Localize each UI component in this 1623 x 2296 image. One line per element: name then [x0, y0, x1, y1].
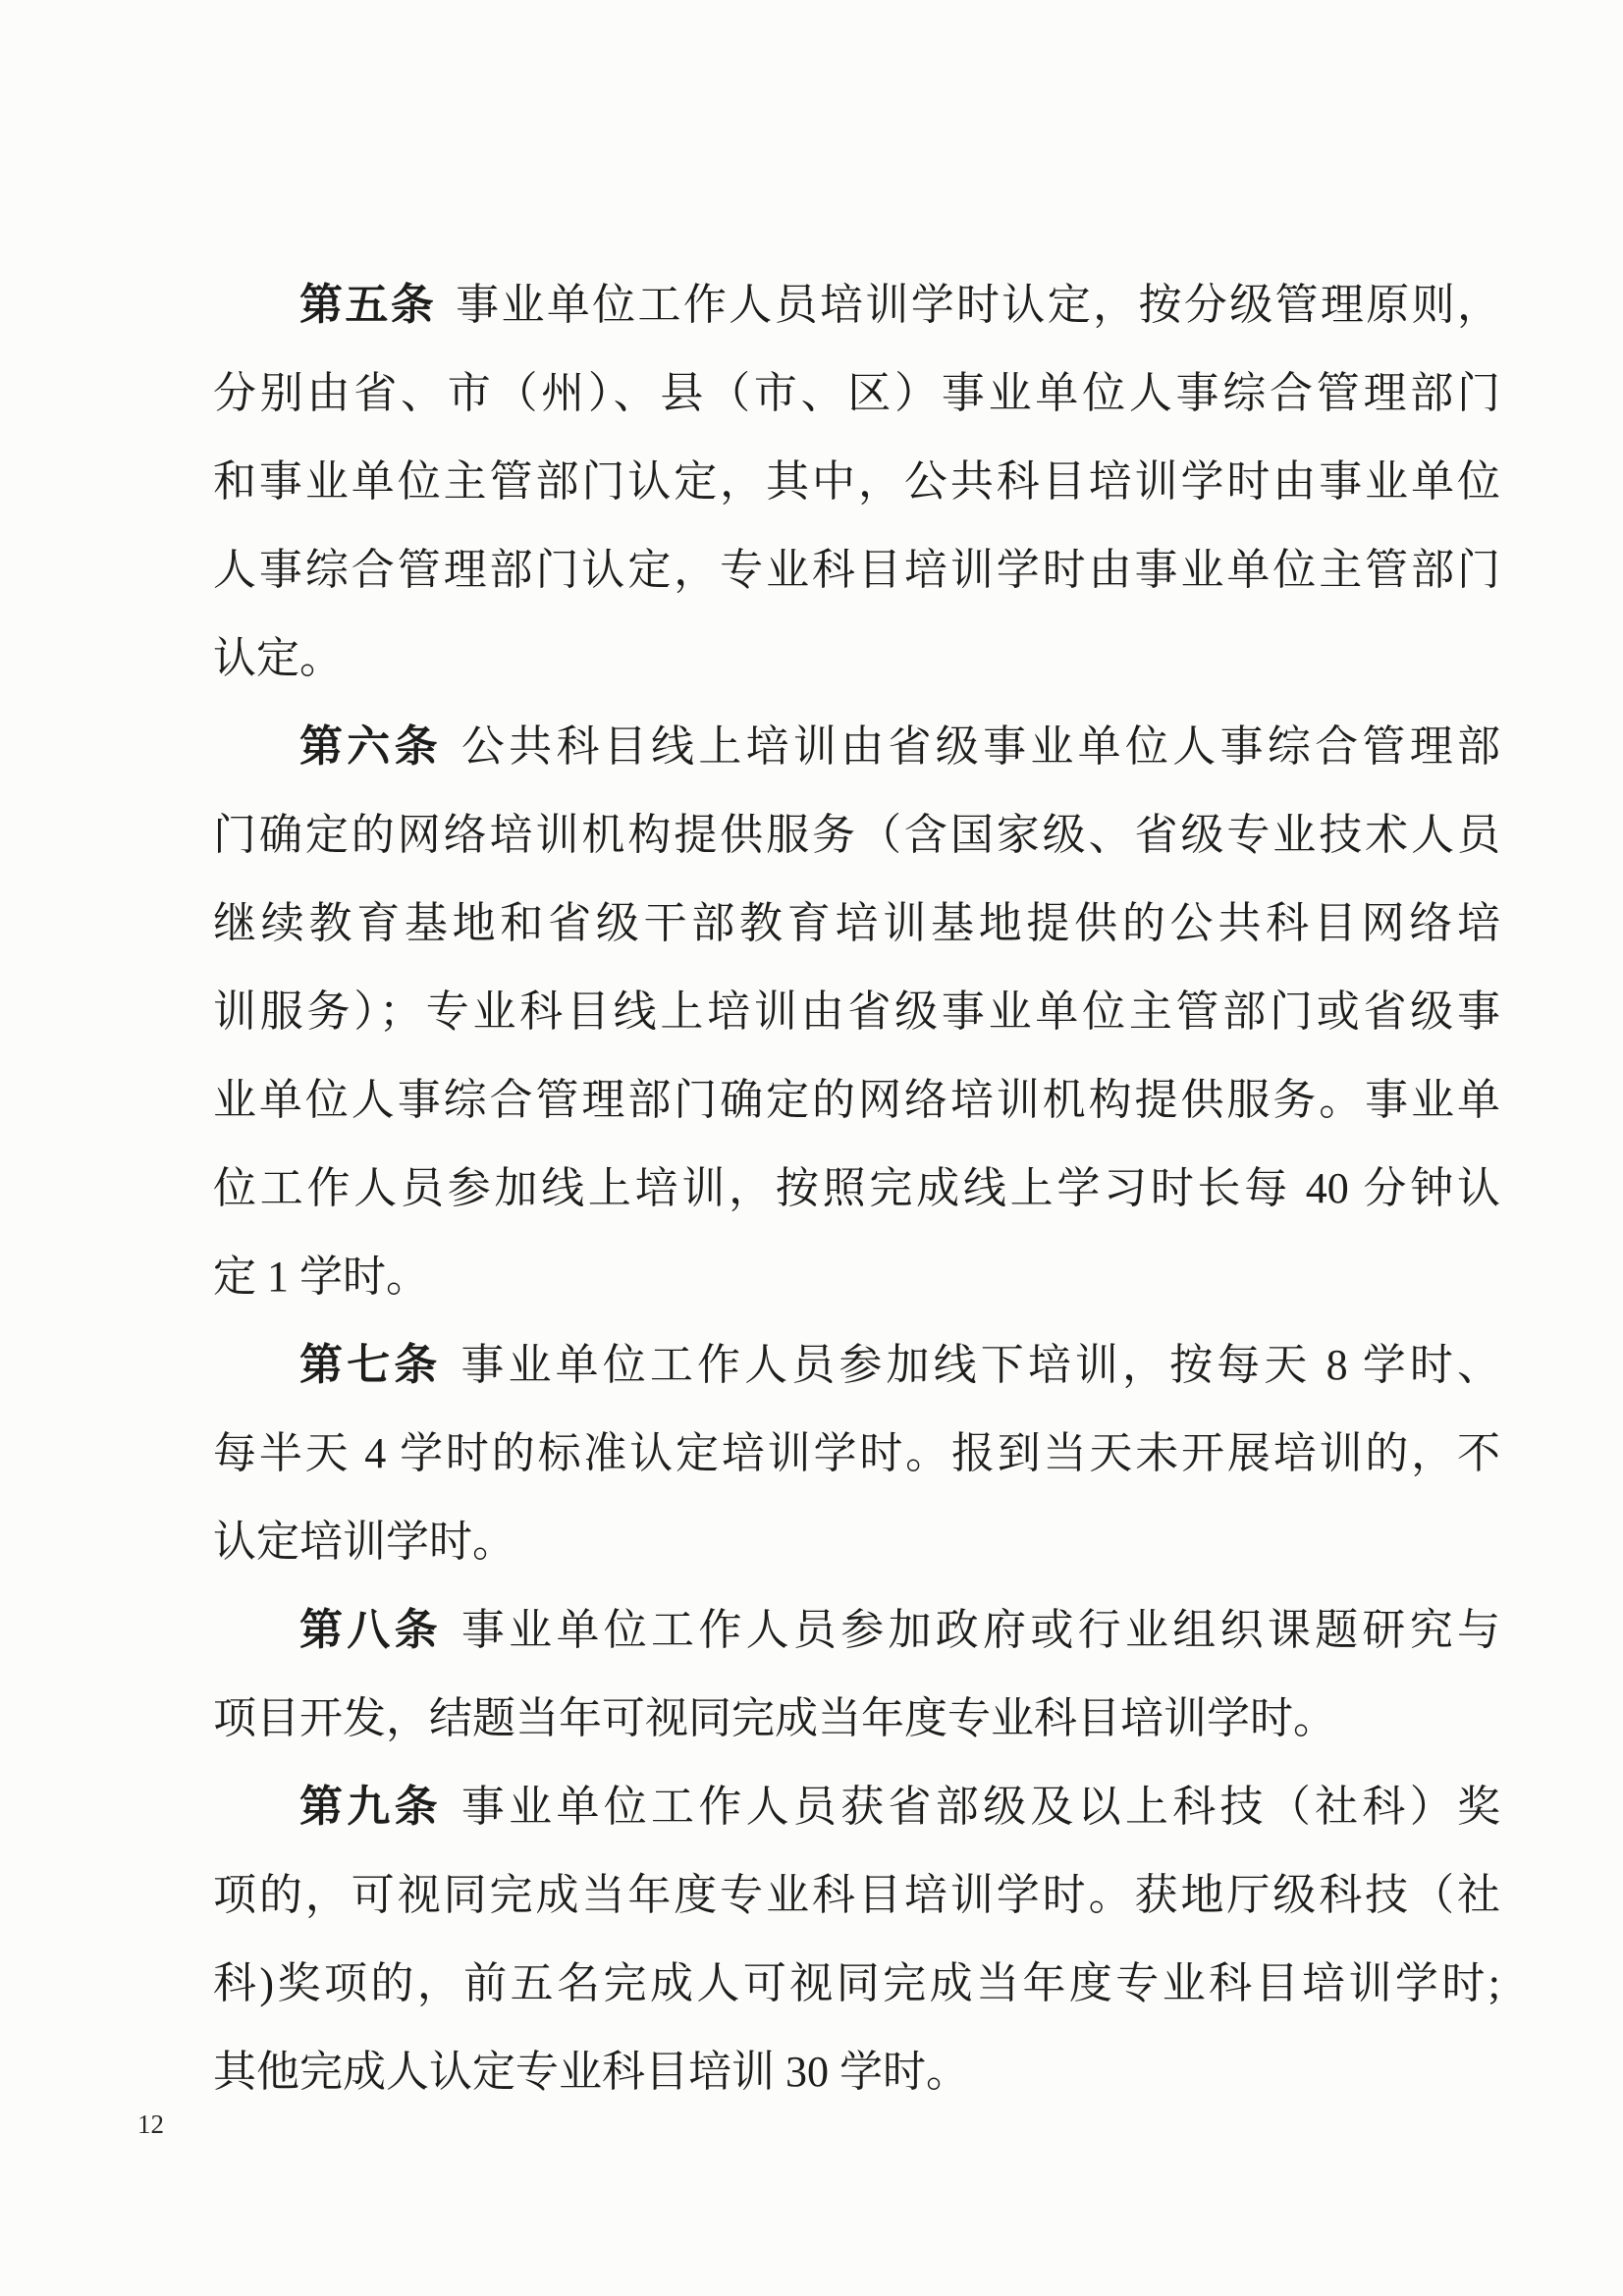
text-line: 和事业单位主管部门认定，其中，公共科目培训学时由事业单位 — [213, 457, 1500, 506]
page-number: 12 — [137, 2109, 164, 2139]
text-line: 每半天 4 学时的标准认定培训学时。报到当天未开展培训的，不 — [213, 1429, 1500, 1477]
text-line: 第九条 事业单位工作人员获省部级及以上科技（社科）奖 — [299, 1783, 1500, 1831]
text-line: 继续教育基地和省级干部教育培训基地提供的公共科目网络培 — [213, 899, 1500, 947]
text-line: 项目开发，结题当年可视同完成当年度专业科目培训学时。 — [213, 1694, 1336, 1742]
text-line: 门确定的网络培训机构提供服务（含国家级、省级专业技术人员 — [213, 811, 1500, 859]
text-line: 位工作人员参加线上培训，按照完成线上学习时长每 40 分钟认 — [213, 1164, 1500, 1212]
text-line: 认定。 — [213, 634, 343, 682]
text-line: 业单位人事综合管理部门确定的网络培训机构提供服务。事业单 — [213, 1076, 1500, 1124]
text-line: 人事综合管理部门认定，专业科目培训学时由事业单位主管部门 — [213, 546, 1500, 594]
text-line: 项的，可视同完成当年度专业科目培训学时。获地厅级科技（社 — [213, 1871, 1500, 1919]
text-line: 第七条 事业单位工作人员参加线下培训，按每天 8 学时、 — [299, 1341, 1501, 1389]
text-line: 其他完成人认定专业科目培训 30 学时。 — [213, 2048, 969, 2096]
document-body — [213, 261, 1500, 2116]
article-number-label: 第五条 — [299, 281, 437, 329]
text-line: 分别由省、市（州）、县（市、区）事业单位人事综合管理部门 — [213, 369, 1500, 417]
text-line: 认定培训学时。 — [213, 1518, 515, 1566]
text-line: 训服务）；专业科目线上培训由省级事业单位主管部门或省级事 — [213, 988, 1500, 1036]
text-line: 第六条 公共科目线上培训由省级事业单位人事综合管理部 — [299, 722, 1500, 771]
text-line: 定 1 学时。 — [213, 1253, 429, 1301]
article-number-label: 第八条 — [299, 1606, 442, 1654]
text-line: 科)奖项的，前五名完成人可视同完成当年度专业科目培训学时; — [213, 1959, 1500, 2007]
article-number-label: 第七条 — [299, 1341, 442, 1389]
article-number-label: 第六条 — [299, 722, 442, 771]
article-number-label: 第九条 — [299, 1783, 442, 1831]
text-line: 第五条 事业单位工作人员培训学时认定，按分级管理原则， — [299, 281, 1501, 329]
text-line: 第八条 事业单位工作人员参加政府或行业组织课题研究与 — [299, 1606, 1500, 1654]
